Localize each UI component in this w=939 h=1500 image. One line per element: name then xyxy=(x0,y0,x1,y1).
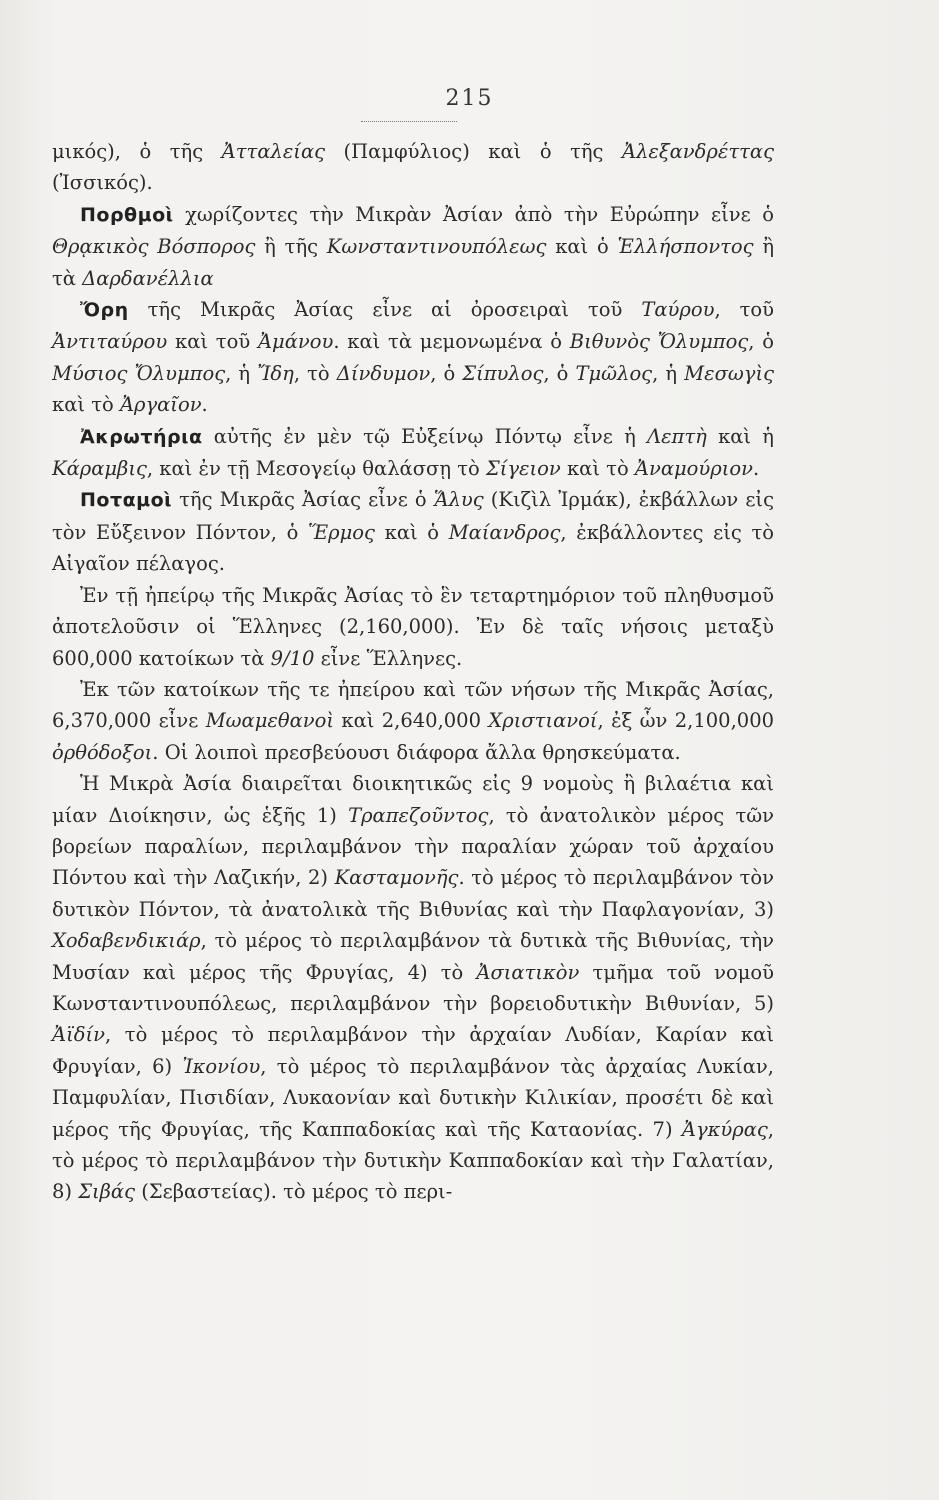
italic-term: Τραπεζοῦντος xyxy=(348,803,489,827)
paragraph xyxy=(52,199,774,294)
text-run: Ἡ Μικρὰ Ἀσία διαιρεῖται διοικητικῶς εἰς 9 νομοὺς ἢ βιλαέτια καὶ μίαν Διοίκησιν, ὡς ἑξῆς 1) xyxy=(52,772,774,827)
italic-term: Σίπυλος xyxy=(462,361,544,385)
text-run: , ὁ xyxy=(748,330,775,354)
text-run: χωρίζοντες τὴν Μικρὰν Ἀσίαν ἀπὸ τὴν Εὐρώπην εἶνε ὁ xyxy=(173,202,774,226)
text-run: μικός), ὁ τῆς xyxy=(52,140,222,163)
body-text xyxy=(52,136,774,1208)
italic-term: Βιθυνὸς Ὄλυμπος xyxy=(569,330,749,354)
text-run: (Ἰσσικός). xyxy=(52,171,153,195)
text-run: . xyxy=(752,457,760,481)
italic-term: Ἀμάνου xyxy=(257,330,334,354)
text-run: καὶ τὸ xyxy=(560,457,635,481)
page-number: 215 xyxy=(445,86,494,111)
italic-term: Κάραμβις xyxy=(52,457,147,481)
italic-term: Μαίανδρος xyxy=(448,520,561,544)
italic-term: Τμῶλος xyxy=(575,361,653,385)
section-heading: Ἀκρωτήρια xyxy=(80,425,203,448)
text-run: αὐτῆς ἐν μὲν τῷ Εὐξείνῳ Πόντῳ εἶνε ἡ xyxy=(202,424,647,448)
text-run: , τοῦ xyxy=(714,298,774,322)
italic-term: Κασταμονῆς xyxy=(334,866,459,890)
text-run: εἶνε Ἕλληνες. xyxy=(314,646,463,670)
italic-term: Ἀντιταύρου xyxy=(52,330,168,354)
italic-term: Ἀναμούριον xyxy=(634,457,753,481)
text-run: καὶ τοῦ xyxy=(167,330,258,354)
section-heading: Ποταμοὶ xyxy=(80,489,173,512)
text-run: , τὸ μέρος τὸ περιλαμβάνον τὴν δυτικὴν Καππαδοκίαν καὶ τὴν Γαλατίαν, 8) xyxy=(52,1117,774,1204)
text-run: καὶ τὸ xyxy=(52,393,120,417)
italic-term: Δίνδυμον xyxy=(336,361,431,385)
text-run: , ὁ xyxy=(543,361,576,385)
italic-term: ὀρθόδοξοι xyxy=(52,740,153,764)
italic-term: Ἀργαῖον xyxy=(119,393,202,417)
italic-term: Ἀγκύρας xyxy=(681,1117,768,1141)
text-run: καὶ ὁ xyxy=(374,520,449,544)
text-run: . xyxy=(201,393,208,417)
text-run: καὶ ὁ xyxy=(546,235,618,259)
text-run: (Κιζὶλ Ἰρμάκ), ἐκβάλλων εἰς τὸν Εὔξεινον Πόντον, ὁ xyxy=(52,488,774,544)
text-run: , ὁ xyxy=(430,361,463,385)
paragraph xyxy=(52,484,774,579)
text-run: τμῆμα τοῦ νομοῦ Κωνσταντινουπόλεως, περιλαμβάνον τὴν βορειοδυτικὴν Βιθυνίαν, 5) xyxy=(52,960,774,1015)
text-run: τῆς Μικρᾶς Ἀσίας εἶνε ὁ xyxy=(172,488,434,512)
italic-term: Χοδαβενδικιάρ xyxy=(52,929,201,953)
text-run: , τὸ ἀνατολικὸν μέρος τῶν βορείων παραλίων, περιλαμβάνον τὴν παραλίαν χώραν τοῦ ἀρχαίου Πόντου καὶ τὴν Λαζικήν, 2) xyxy=(52,803,774,890)
page-number-rule xyxy=(361,121,457,122)
italic-term: Σιβάς xyxy=(78,1180,136,1204)
italic-term: Ταύρου xyxy=(641,298,715,322)
italic-term: Ἀϊδίν xyxy=(52,1023,105,1047)
text-run: , τὸ μέρος τὸ περιλαμβάνον τὴν ἀρχαίαν Λυδίαν, Καρίαν καὶ Φρυγίαν, 6) xyxy=(52,1023,774,1078)
section-heading: Πορθμοὶ xyxy=(80,203,174,226)
text-run: τῆς Μικρᾶς Ἀσίας εἶνε αἱ ὀροσειραὶ τοῦ xyxy=(128,298,642,322)
italic-term: Κωνσταντινουπόλεως xyxy=(326,235,547,259)
paragraph xyxy=(52,768,774,1208)
italic-term: Μεσωγὶς xyxy=(684,361,775,385)
italic-term: Ἑλλήσποντος xyxy=(617,235,754,259)
paragraph xyxy=(52,580,774,674)
italic-term: Ἀσιατικὸν xyxy=(476,960,580,984)
text-run: , τὸ μέρος τὸ περιλαμβάνον τὰ δυτικὰ τῆς Βιθυνίας, τὴν Μυσίαν καὶ μέρος τῆς Φρυγίας, 4) τὸ xyxy=(52,929,774,984)
italic-term: Ἅλυς xyxy=(433,488,484,512)
text-run: . τὸ μέρος τὸ περιλαμβάνον τὸν δυτικὸν Πόντον, τὰ ἀνατολικὰ τῆς Βιθυνίας καὶ τὴν Παφλαγονίαν, 3) xyxy=(52,866,774,921)
text-run: , ἐξ ὧν 2,100,000 xyxy=(597,709,775,733)
italic-term: Χριστιανοί xyxy=(488,709,598,733)
italic-term: Σίγειον xyxy=(485,457,561,481)
text-run: . Οἱ λοιποὶ πρεσβεύουσι διάφορα ἄλλα θρησκεύματα. xyxy=(152,740,681,764)
italic-term: 9/10 xyxy=(270,646,315,670)
section-heading: Ὄρη xyxy=(80,299,129,322)
text-run: , τὸ μέρος τὸ περιλαμβάνον τὰς ἀρχαίας Λυκίαν, Παμφυλίαν, Πισιδίαν, Λυκαονίαν καὶ δυτικὴν Κιλικίαν, προσέτι δὲ καὶ μέρος τῆς Φρυγίας, τῆς Καππαδοκίας καὶ τῆς Καταονίας. 7) xyxy=(52,1054,774,1141)
text-run: καὶ 2,640,000 xyxy=(334,709,489,733)
text-run: (Παμφύλιος) καὶ ὁ τῆς xyxy=(325,140,622,163)
italic-term: Ἰκονίου xyxy=(182,1054,261,1078)
paragraph xyxy=(52,421,774,485)
paragraph xyxy=(52,136,774,199)
italic-term: Δαρδανέλλια xyxy=(82,266,214,290)
italic-term: Μύσιος Ὄλυμπος xyxy=(52,361,226,385)
text-run: , ἐκβάλλοντες εἰς τὸ Αἰγαῖον πέλαγος. xyxy=(52,520,774,576)
text-run: ἢ τῆς xyxy=(255,235,327,259)
text-run: Ἐν τῇ ἠπείρῳ τῆς Μικρᾶς Ἀσίας τὸ ἓν τεταρτημόριον τοῦ πληθυσμοῦ ἀποτελοῦσιν οἱ Ἕλληνες (2,160,000). Ἐν δὲ ταῖς νήσοις μεταξὺ 600,000 κατοίκων τὰ xyxy=(52,583,774,670)
text-run: . καὶ τὰ μεμονωμένα ὁ xyxy=(333,330,570,354)
text-run: , τὸ xyxy=(293,361,337,385)
paragraph xyxy=(52,674,774,768)
italic-term: Μωαμεθανοὶ xyxy=(205,709,335,733)
text-run: , καὶ ἐν τῇ Μεσογείῳ θαλάσσῃ τὸ xyxy=(146,457,486,481)
text-run: , ἡ xyxy=(225,361,258,385)
text-run: (Σεβαστείας). τὸ μέρος τὸ περι- xyxy=(135,1180,453,1204)
italic-term: Ἀτταλείας xyxy=(221,140,326,163)
text-run: , ἡ xyxy=(652,361,685,385)
text-run: καὶ ἡ xyxy=(706,424,774,448)
text-run: ἢ τὰ xyxy=(52,235,775,290)
italic-term: Ἴδη xyxy=(257,361,294,385)
italic-term: Ἕρμος xyxy=(307,520,375,544)
text-run: Ἐκ τῶν κατοίκων τῆς τε ἠπείρου καὶ τῶν νήσων τῆς Μικρᾶς Ἀσίας, 6,370,000 εἶνε xyxy=(52,677,774,733)
paragraph xyxy=(52,294,774,421)
italic-term: Θρᾳκικὸς Βόσπορος xyxy=(52,235,256,259)
italic-term: Λεπτὴ xyxy=(647,424,707,448)
italic-term: Ἀλεξανδρέττας xyxy=(621,140,774,163)
